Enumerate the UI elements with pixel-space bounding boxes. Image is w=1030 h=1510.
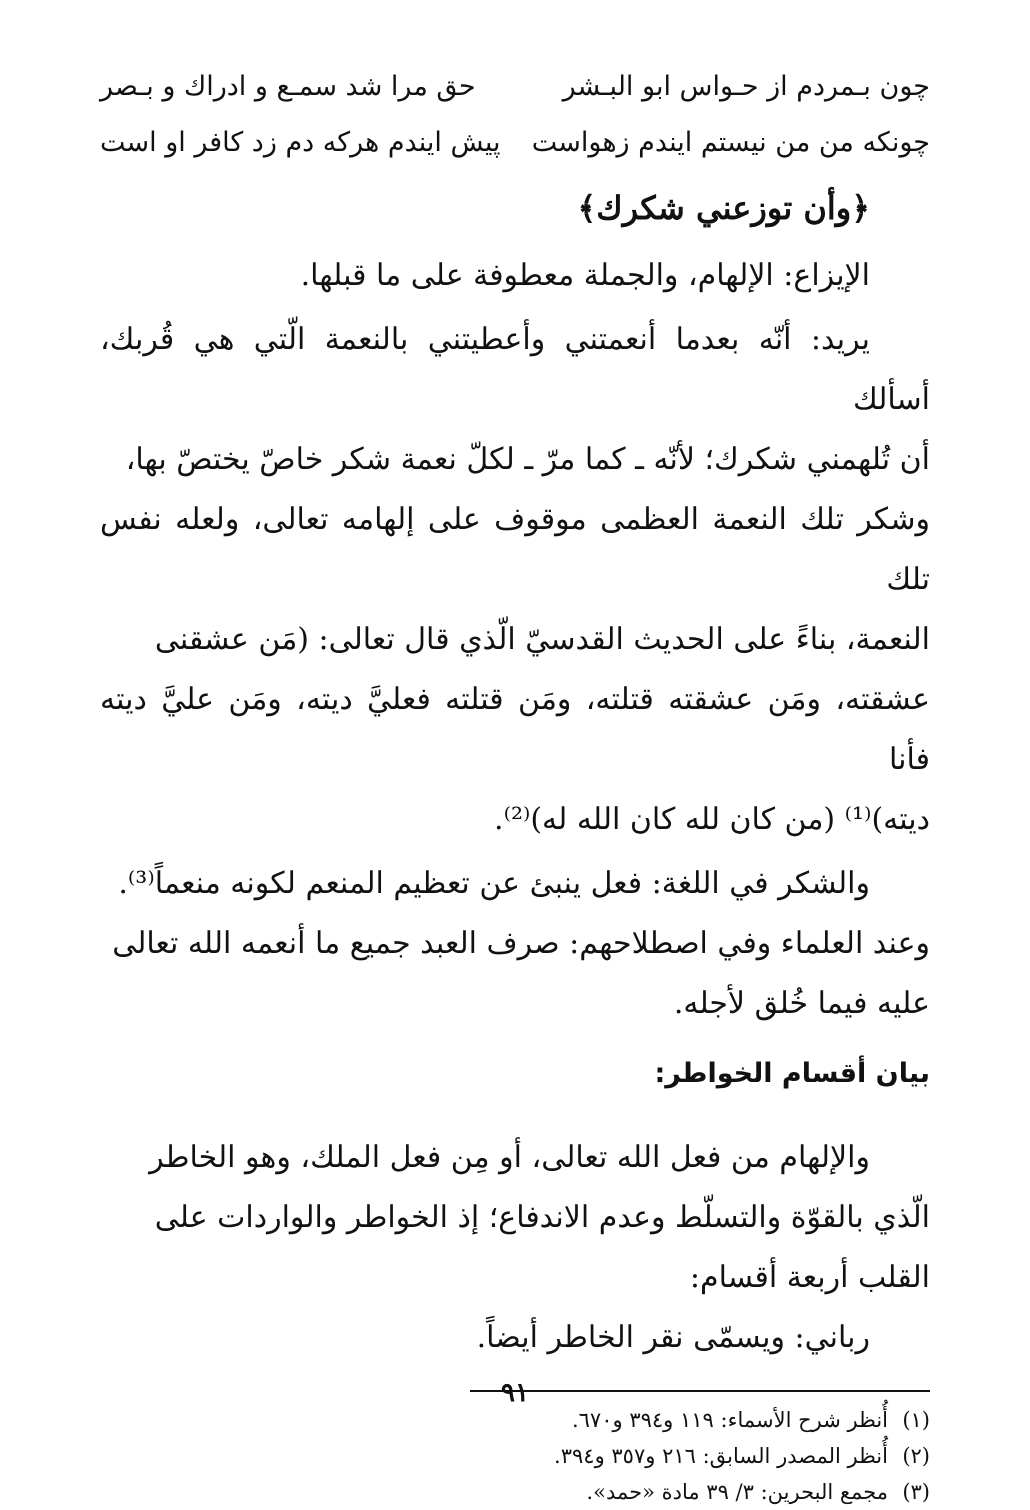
footnote-number: (١) xyxy=(902,1408,930,1432)
poem-verse xyxy=(100,116,930,172)
footnotes xyxy=(100,1402,930,1510)
paragraph-line: النعمة، بناءً على الحديث القدسيّ الّذي قال تعالى: (مَن عشقنى xyxy=(154,622,930,657)
paragraph-line: أن تُلهمني شكرك؛ لأنّه ـ كما مرّ ـ لكلّ نعمة شكر خاصّ يختصّ بها، xyxy=(125,442,930,477)
footnote-text: أُنظر المصدر السابق: ٢١٦ و٣٥٧ و٣٩٤. xyxy=(554,1444,888,1468)
paragraph-ilham xyxy=(100,1128,930,1308)
persian-poem xyxy=(100,60,930,172)
paragraph-line: القلب أربعة أقسام: xyxy=(689,1260,930,1295)
footnote-number: (٢) xyxy=(902,1444,930,1468)
page-number: ٩١ xyxy=(501,1378,529,1408)
footnote-item xyxy=(100,1474,930,1510)
section-heading: بيان أقسام الخواطر: xyxy=(654,1058,930,1089)
paragraph-line: ديته)⁽¹⁾ (من كان لله كان الله له)⁽²⁾. xyxy=(494,802,930,837)
paragraph-shukr xyxy=(100,854,930,1034)
poem-hemistich-second: حق مرا شد سمـع و ادراك و بـصر xyxy=(100,71,476,102)
paragraph-line: وعند العلماء وفي اصطلاحهم: صرف العبد جميع ما أنعمه الله تعالى xyxy=(112,926,930,961)
paragraph-rabbani: رباني: ويسمّى نقر الخاطر أيضاً. xyxy=(476,1320,870,1355)
paragraph-yurid xyxy=(100,310,930,850)
paragraph-line: عشقته، ومَن عشقته قتلته، ومَن قتلته فعليَّ ديته، ومَن عليَّ ديته فأنا xyxy=(100,682,930,777)
paragraph-line: والشكر في اللغة: فعل ينبئ عن تعظيم المنعم لكونه منعماً⁽³⁾. xyxy=(118,866,870,901)
book-page xyxy=(100,60,930,1504)
paragraph-line: يريد: أنّه بعدما أنعمتني وأعطيتني بالنعمة الّتي هي قُربك، أسألك xyxy=(100,322,930,417)
poem-hemistich-first: چون بـمردم از حـواس ابو البـشر xyxy=(562,71,930,102)
paragraph-line: عليه فيما خُلق لأجله. xyxy=(673,986,930,1021)
paragraph-line: والإلهام من فعل الله تعالى، أو مِن فعل الملك، وهو الخاطر xyxy=(149,1140,870,1175)
paragraph-izaa: الإيزاع: الإلهام، والجملة معطوفة على ما قبلها. xyxy=(300,258,870,293)
poem-hemistich-second: پيش ايندم هركه دم زد كافر او است xyxy=(100,127,501,158)
paragraph-line: الّذي بالقوّة والتسلّط وعدم الاندفاع؛ إذ الخواطر والواردات على xyxy=(154,1200,930,1235)
footnote-text: مجمع البحرين: ٣/ ٣٩ مادة «حمد». xyxy=(586,1480,888,1504)
footnote-item xyxy=(100,1438,930,1474)
quran-verse-heading: ﴿وأن توزعني شكرك﴾ xyxy=(577,189,870,227)
footnote-text: أُنظر شرح الأسماء: ١١٩ و٣٩٤ و٦٧٠. xyxy=(571,1408,888,1432)
paragraph-line: وشكر تلك النعمة العظمى موقوف على إلهامه تعالى، ولعله نفس تلك xyxy=(100,502,930,597)
poem-verse xyxy=(100,60,930,116)
footnote-number: (٣) xyxy=(902,1480,930,1504)
poem-hemistich-first: چونكه من من نيستم ايندم زهواست xyxy=(531,127,930,158)
